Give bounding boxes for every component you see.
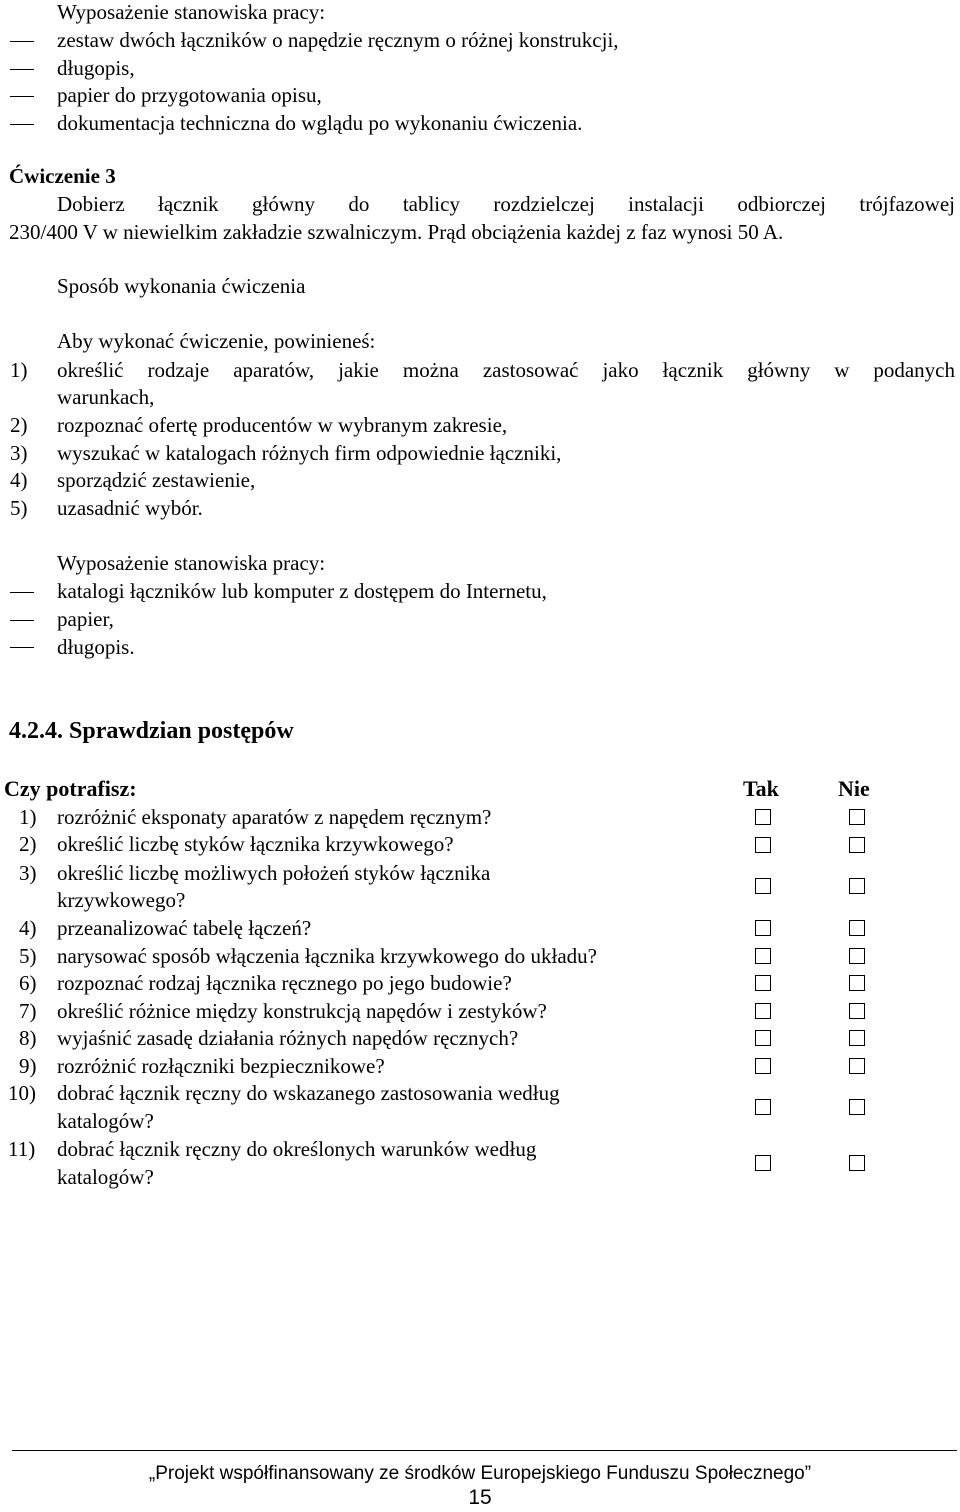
question-text: narysować sposób włączenia łącznika krzywkowego do układu?	[57, 944, 597, 968]
column-yes-label: Tak	[743, 776, 779, 801]
question-number: 8)	[19, 1026, 37, 1050]
step-number: 4)	[10, 468, 28, 492]
checkbox-yes[interactable]	[755, 1003, 771, 1019]
checkbox-yes[interactable]	[755, 975, 771, 991]
question-text: krzywkowego?	[57, 888, 186, 912]
section-title: 4.2.4. Sprawdzian postępów	[9, 718, 294, 744]
checkbox-yes[interactable]	[755, 948, 771, 964]
list-item: długopis.	[57, 635, 135, 659]
checkbox-yes[interactable]	[755, 1099, 771, 1115]
step-number: 3)	[10, 441, 28, 465]
list-dash	[10, 69, 34, 70]
equipment-heading: Wyposażenie stanowiska pracy:	[57, 551, 326, 575]
step-text: wyszukać w katalogach różnych firm odpowiednie łączniki,	[57, 441, 562, 465]
checkbox-no[interactable]	[849, 1099, 865, 1115]
question-number: 7)	[19, 999, 37, 1023]
question-header: Czy potrafisz:	[4, 776, 137, 801]
question-text: określić liczbę możliwych położeń styków łącznika	[57, 861, 491, 885]
checkbox-no[interactable]	[849, 920, 865, 936]
step-number: 1)	[10, 358, 28, 382]
column-no-label: Nie	[838, 776, 870, 801]
question-text: przeanalizować tabelę łączeń?	[57, 916, 312, 940]
method-intro: Aby wykonać ćwiczenie, powinieneś:	[57, 329, 376, 353]
step-text: warunkach,	[57, 385, 155, 409]
step-number: 5)	[10, 496, 28, 520]
checkbox-no[interactable]	[849, 809, 865, 825]
checkbox-no[interactable]	[849, 1003, 865, 1019]
question-number: 4)	[19, 916, 37, 940]
checkbox-yes[interactable]	[755, 920, 771, 936]
checkbox-no[interactable]	[849, 1155, 865, 1171]
step-text: rozpoznać ofertę producentów w wybranym zakresie,	[57, 413, 508, 437]
question-text: katalogów?	[57, 1165, 154, 1189]
list-item: dokumentacja techniczna do wglądu po wykonaniu ćwiczenia.	[57, 111, 583, 135]
page-number: 15	[468, 1486, 492, 1509]
question-text: dobrać łącznik ręczny do określonych warunków według	[57, 1137, 537, 1161]
question-number: 11)	[8, 1137, 36, 1161]
question-number: 6)	[19, 971, 37, 995]
exercise-description-line: Dobierz łącznik główny do tablicy rozdzielczej instalacji odbiorczej trójfazowej	[57, 192, 955, 216]
checkbox-no[interactable]	[849, 975, 865, 991]
checkbox-yes[interactable]	[755, 1058, 771, 1074]
step-number: 2)	[10, 413, 28, 437]
list-dash	[10, 620, 34, 621]
question-text: rozróżnić eksponaty aparatów z napędem ręcznym?	[57, 805, 492, 829]
list-item: długopis,	[57, 56, 135, 80]
checkbox-yes[interactable]	[755, 837, 771, 853]
footer-rule	[12, 1450, 957, 1451]
method-heading: Sposób wykonania ćwiczenia	[57, 274, 306, 298]
question-text: rozróżnić rozłączniki bezpiecznikowe?	[57, 1054, 385, 1078]
checkbox-no[interactable]	[849, 1058, 865, 1074]
question-text: dobrać łącznik ręczny do wskazanego zastosowania według	[57, 1081, 560, 1105]
list-item: papier do przygotowania opisu,	[57, 83, 322, 107]
list-item: katalogi łączników lub komputer z dostępem do Internetu,	[57, 579, 547, 603]
question-number: 1)	[19, 805, 37, 829]
checkbox-no[interactable]	[849, 837, 865, 853]
step-text: sporządzić zestawienie,	[57, 468, 256, 492]
checkbox-yes[interactable]	[755, 878, 771, 894]
exercise-description-line: 230/400 V w niewielkim zakładzie szwalniczym. Prąd obciążenia każdej z faz wynosi 50 A.	[9, 220, 784, 244]
question-text: wyjaśnić zasadę działania różnych napędów ręcznych?	[57, 1026, 519, 1050]
checkbox-no[interactable]	[849, 1030, 865, 1046]
question-text: określić liczbę styków łącznika krzywkowego?	[57, 832, 454, 856]
checkbox-yes[interactable]	[755, 809, 771, 825]
question-number: 10)	[8, 1081, 36, 1105]
list-item: papier,	[57, 607, 114, 631]
checkbox-yes[interactable]	[755, 1155, 771, 1171]
question-number: 9)	[19, 1054, 37, 1078]
list-dash	[10, 124, 34, 125]
question-number: 5)	[19, 944, 37, 968]
list-dash	[10, 96, 34, 97]
question-text: katalogów?	[57, 1109, 154, 1133]
equipment-heading: Wyposażenie stanowiska pracy:	[57, 0, 326, 24]
question-text: określić różnice między konstrukcją napędów i zestyków?	[57, 999, 547, 1023]
checkbox-no[interactable]	[849, 948, 865, 964]
list-dash	[10, 592, 34, 593]
list-dash	[10, 647, 34, 648]
checkbox-no[interactable]	[849, 878, 865, 894]
question-number: 3)	[19, 861, 37, 885]
step-text: uzasadnić wybór.	[57, 496, 203, 520]
question-number: 2)	[19, 832, 37, 856]
checkbox-yes[interactable]	[755, 1030, 771, 1046]
footer-project-text: „Projekt współfinansowany ze środków Europejskiego Funduszu Społecznego”	[148, 1463, 812, 1484]
list-item: zestaw dwóch łączników o napędzie ręcznym o różnej konstrukcji,	[57, 28, 619, 52]
step-text: określić rodzaje aparatów, jakie można zastosować jako łącznik główny w podanych	[57, 358, 955, 382]
question-text: rozpoznać rodzaj łącznika ręcznego po jego budowie?	[57, 971, 512, 995]
list-dash	[10, 41, 34, 42]
exercise-title: Ćwiczenie 3	[9, 164, 116, 188]
